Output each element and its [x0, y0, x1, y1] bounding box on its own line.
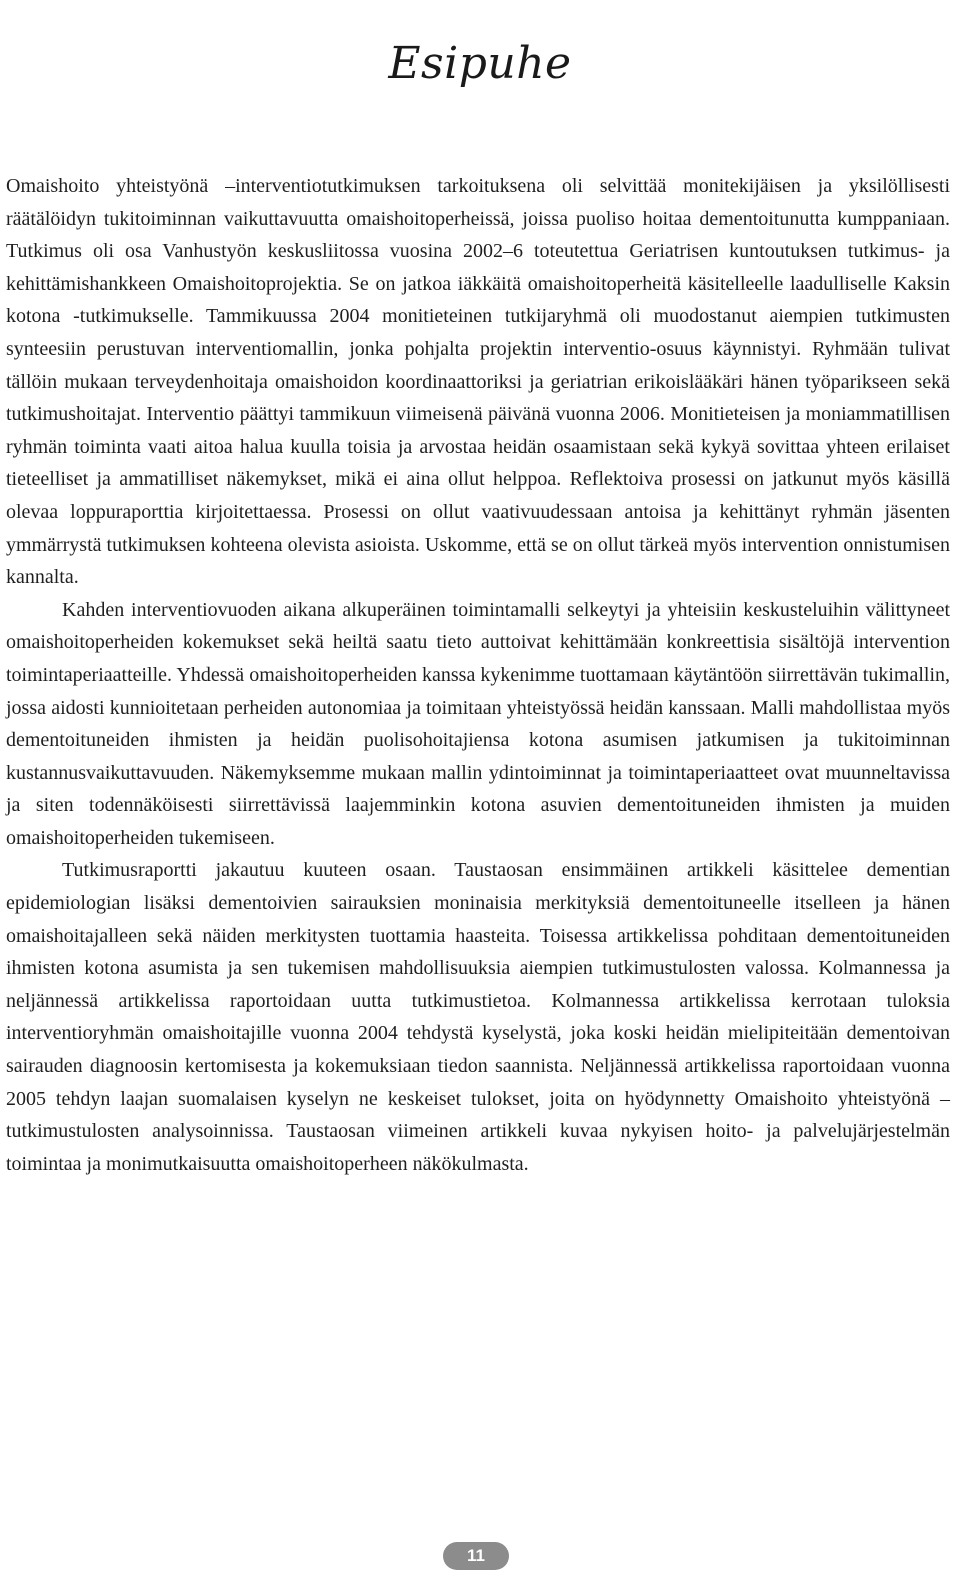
paragraph-1: Omaishoito yhteistyönä –interventiotutkimuksen tarkoituksena oli selvittää monitekijäisen ja yksilöllisesti räätälöidyn tukitoiminnan vaikuttavuutta omaishoitoperheissä, joissa puoliso hoitaa dementoitunutta kumppaniaan. Tutkimus oli osa Vanhustyön keskusliitossa vuosina 2002–6 toteutettua Geriatrisen kuntoutuksen tutkimus- ja kehittämishankkeen Omaishoitoprojektia. Se on jatkoa iäkkäitä omaishoitoperheitä käsitelleelle laadulliselle Kaksin kotona -tutkimukselle. Tammikuussa 2004 monitieteinen tutkijaryhmä oli muodostanut aiempien tutkimusten synteesiin perustuvan interventiomallin, jonka pohjalta projektin interventio-osuus käynnistyi. Ryhmään tulivat tällöin mukaan terveydenhoitaja omaishoidon koordinaattoriksi ja geriatrian erikoislääkäri hänen työparikseen sekä tutkimushoitajat. Interventio päättyi tammikuun viimeisenä päivänä vuonna 2006. Monitieteisen ja moniammatillisen ryhmän toiminta vaati aitoa halua kuulla toisia ja arvostaa heidän osaamistaan sekä kykyä sovittaa yhteen erilaiset tieteelliset ja ammatilliset näkemykset, mikä ei aina ollut helppoa. Reflektoiva prosessi on jatkunut myös käsillä olevaa loppuraporttia kirjoitettaessa. Prosessi on ollut vaativuudessaan antoisa ja kehittänyt ryhmän jäsenten ymmärrystä tutkimuksen kohteena olevista asioista. Uskomme, että se on ollut tärkeä myös intervention onnistumisen kannalta. — [6, 175, 950, 589]
page-number-badge: 11 — [443, 1542, 509, 1570]
body-text — [6, 170, 950, 1180]
paragraph-2: Kahden interventiovuoden aikana alkuperäinen toimintamalli selkeytyi ja yhteisiin keskusteluihin välittyneet omaishoitoperheiden kokemukset sekä heiltä saatu tieto auttoivat kehittämään konkreettisia sisältöjä intervention toimintaperiaatteille. Yhdessä omaishoitoperheiden kanssa kykenimme tuottamaan käytäntöön siirrettävän tukimallin, jossa aidosti kunnioitetaan perheiden autonomiaa ja toimitaan yhteistyössä heidän kanssaan. Malli mahdollistaa myös dementoituneiden ihmisten ja heidän puolisohoitajiensa kotona asumisen jatkumisen ja tukitoiminnan kustannusvaikuttavuuden. Näkemyksemme mukaan mallin ydintoiminnat ja toimintaperiaatteet ovat muunneltavissa ja siten todennäköisesti siirrettävissä laajemminkin kotona asuvien dementoituneiden ihmisten ja muiden omaishoitoperheiden tukemiseen. — [6, 598, 950, 849]
paragraph-3: Tutkimusraportti jakautuu kuuteen osaan. Taustaosan ensimmäinen artikkeli käsittelee dementian epidemiologian lisäksi dementoivien sairauksien moninaisia merkityksiä dementoituneelle itselleen ja hänen omaishoitajalleen sekä näiden merkitysten tuottamia haasteita. Toisessa artikkelissa pohditaan dementoituneiden ihmisten kotona asumista ja sen tukemisen mahdollisuuksia aiempien tutkimustulosten valossa. Kolmannessa ja neljännessä artikkelissa raportoidaan uutta tutkimustietoa. Kolmannessa artikkelissa kerrotaan tuloksia interventioryhmän omaishoitajille vuonna 2004 tehdystä kyselystä, joka koski heidän mielipiteitään dementoivan sairauden diagnoosin kertomisesta ja kokemuksiaan tiedon saannista. Neljännessä artikkelissa raportoidaan vuonna 2005 tehdyn laajan suomalaisen kyselyn ne keskeiset tulokset, joita on hyödynnetty Omaishoito yhteistyönä –tutkimustulosten analysoinnissa. Taustaosan viimeinen artikkeli kuvaa nykyisen hoito- ja palvelujärjestelmän toimintaa ja monimutkaisuutta omaishoitoperheen näkökulmasta. — [6, 859, 950, 1175]
page-title: Esipuhe — [388, 38, 572, 89]
